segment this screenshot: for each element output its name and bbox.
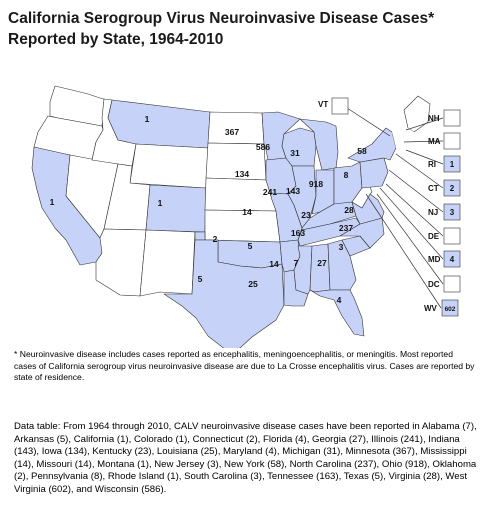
small-state-abbr-ct: CT (428, 184, 439, 193)
value-label-TX: 5 (197, 274, 203, 284)
small-state-box-dc (444, 276, 460, 292)
small-state-abbr-de: DE (428, 232, 440, 241)
small-state-box-nh (444, 110, 460, 126)
footnote: * Neuroinvasive disease includes cases reported as encephalitis, meningoencephalitis, or meningitis. Most reported cases of California serogroup virus neuroinvasive disease are due to La Crosse encephalitis virus. Cases are reported by state of residence. (14, 349, 475, 383)
state-PA (360, 158, 388, 188)
state-NM (140, 230, 195, 296)
value-label-MO: 14 (242, 207, 252, 217)
value-label-OK: 2 (212, 234, 218, 244)
value-label-FL: 4 (336, 295, 342, 305)
leader-line-ri (406, 150, 443, 164)
value-label-IA: 134 (234, 169, 250, 179)
state-MT (108, 100, 210, 148)
state-NY (348, 128, 396, 162)
value-label-CA: 1 (49, 197, 55, 207)
value-label-CO: 1 (157, 198, 163, 208)
value-label-IN: 143 (285, 186, 301, 196)
value-label-OH: 918 (308, 179, 324, 189)
small-state-abbr-md: MD (428, 255, 441, 264)
state-CO (146, 185, 206, 232)
value-label-GA: 27 (317, 258, 327, 268)
data-table-text: Data table: From 1964 through 2010, CALV neuroinvasive disease cases have been reported in Alabama (7), Arkansas (5), California (1), Colorado (1), Connecticut (2), Florida (4), Georgia (27), Illinois (241), Indiana (143), Iowa (134), Kentucky (23), Louisiana (25), Maryland (4), Michigan (31), Minnesota (367), Mississippi (14), Missouri (14), Montana (1), New Jersey (3), New York (58), North Carolina (237), Ohio (918), Oklahoma (2), Pennsylvania (8), Rhode Island (1), South Carolina (3), Tennessee (163), Texas (5), Virginia (28), West Virginia (602), and Wisconsin (586). (14, 421, 477, 495)
small-state-abbr-vt: VT (318, 100, 329, 109)
small-state-value-nj: 3 (449, 208, 455, 217)
value-label-LA: 25 (248, 279, 258, 289)
state-shapes (32, 86, 430, 348)
value-label-NC: 237 (338, 223, 354, 233)
value-label-MT: 1 (144, 114, 150, 124)
state-WY (130, 144, 208, 188)
state-AZ (96, 229, 146, 296)
value-label-MS: 14 (269, 259, 279, 269)
value-label-MI: 31 (290, 148, 300, 158)
leader-line-vt (347, 108, 390, 136)
small-state-abbr-ma: MA (428, 137, 441, 146)
small-state-value-ct: 2 (449, 184, 455, 193)
value-label-AL: 7 (293, 258, 299, 268)
small-state-abbr-nh: NH (428, 114, 440, 123)
small-state-abbr-wv: WV (424, 304, 437, 313)
us-choropleth-map (0, 58, 485, 348)
value-label-SC: 3 (338, 242, 344, 252)
small-state-box-vt (332, 98, 348, 114)
small-state-abbr-ri: RI (428, 160, 436, 169)
value-label-AR: 5 (247, 241, 253, 251)
small-state-value-wv: 602 (444, 306, 456, 313)
state-AL (310, 244, 330, 292)
value-label-TN: 163 (290, 228, 306, 238)
leader-line-md (380, 188, 443, 259)
small-state-abbr-nj: NJ (428, 208, 439, 217)
value-label-PA: 8 (343, 170, 349, 180)
value-label-NY: 58 (357, 146, 367, 156)
small-state-value-ri: 1 (449, 160, 455, 169)
small-state-value-md: 4 (449, 255, 455, 264)
value-label-VA: 28 (344, 205, 354, 215)
value-label-IL: 241 (262, 187, 278, 197)
small-state-box-de (444, 228, 460, 244)
map-title: California Serogroup Virus Neuroinvasive Disease Cases* Reported by State, 1964-2010 (8, 10, 435, 48)
small-state-abbr-dc: DC (428, 280, 440, 289)
value-label-KY: 23 (301, 210, 311, 220)
value-label-MN: 367 (224, 127, 240, 137)
small-state-box-ma (444, 133, 460, 149)
value-label-WI: 586 (255, 142, 271, 152)
